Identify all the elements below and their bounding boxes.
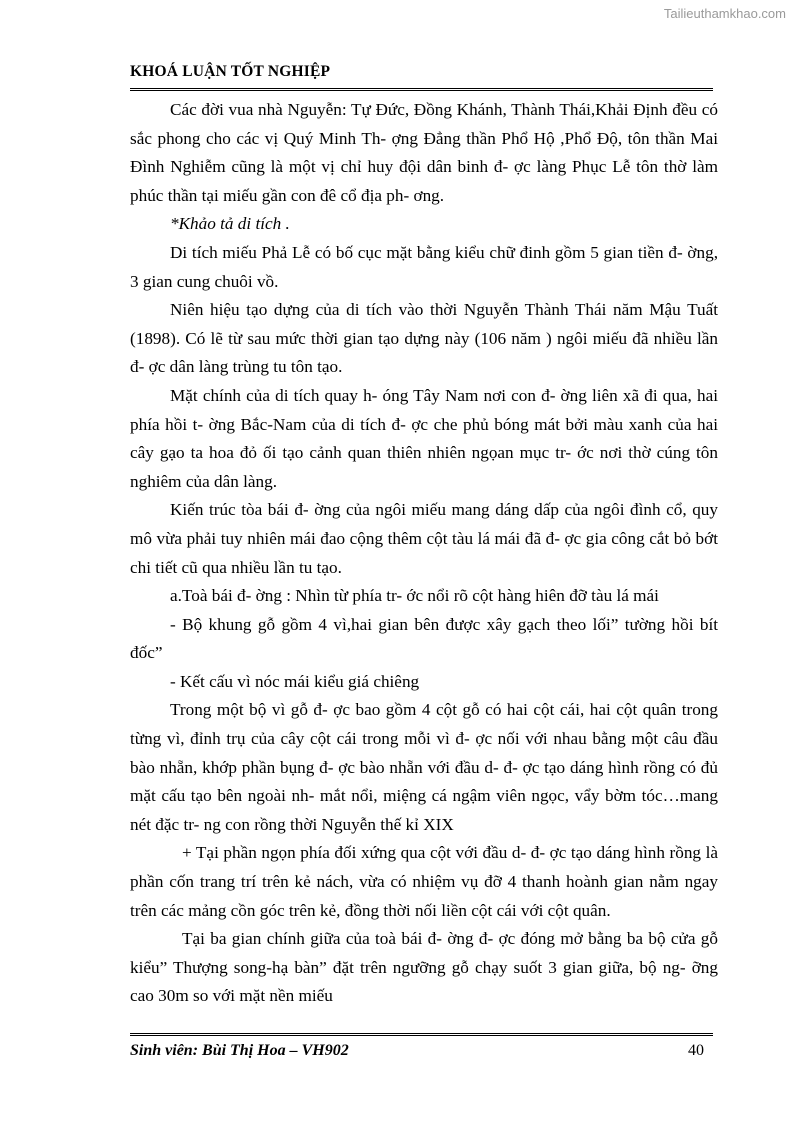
section-heading: *Khảo tả di tích . (170, 214, 290, 234)
paragraph: Di tích miếu Phả Lễ có bố cục mặt bằng kiểu chữ đinh gồm 5 gian tiền đ- ờng, 3 gian cung chuôi vồ. (130, 242, 718, 291)
paragraph: Các đời vua nhà Nguyễn: Tự Đức, Đồng Khánh, Thành Thái,Khải Định đều có sắc phong cho các vị Quý Minh Th- ợng Đẳng thần Phổ Hộ ,Phổ Độ, tôn thần Mai Đình Nghiễm cũng là một vị chỉ huy đội dân binh đ- ợc làng Phục Lễ tôn thờ làm phúc thần tại miếu gần con đê cổ địa ph- ơng. (130, 100, 718, 205)
watermark: Tailieuthamkhao.com (663, 6, 786, 21)
paragraph: Mặt chính của di tích quay h- óng Tây Nam nơi con đ- ờng liên xã đi qua, hai phía hồi t- ờng Bắc-Nam của di tích đ- ợc che phủ bóng mát bởi màu xanh của hai cây gạo ta hoa đỏ ối tạo cảnh quan thiên nhiên ngọan mục tr- ớc nơi thờ cúng tôn nghiêm của dân làng. (130, 385, 718, 491)
page-number: 40 (688, 1042, 704, 1059)
subheading: a.Toà bái đ- ờng : Nhìn từ phía tr- ớc nổi rõ cột hàng hiên đỡ tàu lá mái (170, 586, 659, 606)
paragraph: Niên hiệu tạo dựng của di tích vào thời Nguyễn Thành Thái năm Mậu Tuất (1898). Có lẽ từ sau mức thời gian tạo dựng này (106 năm ) ngôi miếu đã nhiều lần đ- ợc dân làng trùng tu tôn tạo. (130, 300, 718, 377)
paragraph: Trong một bộ vì gỗ đ- ợc bao gồm 4 cột gỗ có hai cột cái, hai cột quân trong từng vì, đỉnh trụ của cây cột cái trong mỗi vì đ- ợc nối với nhau bằng một câu đầu bào nhẵn, khớp phần bụng đ- ợc bào nhẵn với đầu d- đ- ợc tạo dáng hình rồng có đủ mặt cấu tạo bên ngoài nh- mắt nổi, miệng cá ngậm viên ngọc, vẩy bờm tóc…mang nét đặc tr- ng con rồng thời Nguyễn thế kỉ XIX (130, 700, 718, 834)
paragraph: + Tại phần ngọn phía đối xứng qua cột với đầu d- đ- ợc tạo dáng hình rồng là phần cốn trang trí trên kẻ nách, vừa có nhiệm vụ đỡ 4 thanh hoành gian nằm ngay trên các mảng cồn góc trên kẻ, đồng thời nối liền cột cái với cột quân. (130, 843, 718, 920)
footer-rule (130, 1033, 713, 1039)
document-body (130, 96, 718, 1011)
header-rule (130, 88, 713, 94)
footer-student: Sinh viên: Bùi Thị Hoa – VH902 (130, 1042, 349, 1059)
page-header: KHOÁ LUẬN TỐT NGHIỆP (130, 63, 331, 80)
list-item: - Bộ khung gỗ gồm 4 vì,hai gian bên được xây gạch theo lối” tường hồi bít đốc” (130, 614, 718, 663)
paragraph: Tại ba gian chính giữa của toà bái đ- ờng đ- ợc đóng mở bằng ba bộ cửa gỗ kiểu” Thượng song-hạ bàn” đặt trên ngưỡng gỗ chạy suốt 3 gian giữa, bộ ng- ỡng cao 30m so với mặt nền miếu (130, 929, 718, 1006)
paragraph: Kiến trúc tòa bái đ- ờng của ngôi miếu mang dáng dấp của ngôi đình cổ, quy mô vừa phải tuy nhiên mái đao cộng thêm cột tàu lá mái đã đ- ợc gia công cắt bỏ bớt chi tiết cũ qua nhiều lần tu tạo. (130, 500, 718, 577)
list-item: - Kết cấu vì nóc mái kiểu giá chiêng (170, 671, 420, 691)
